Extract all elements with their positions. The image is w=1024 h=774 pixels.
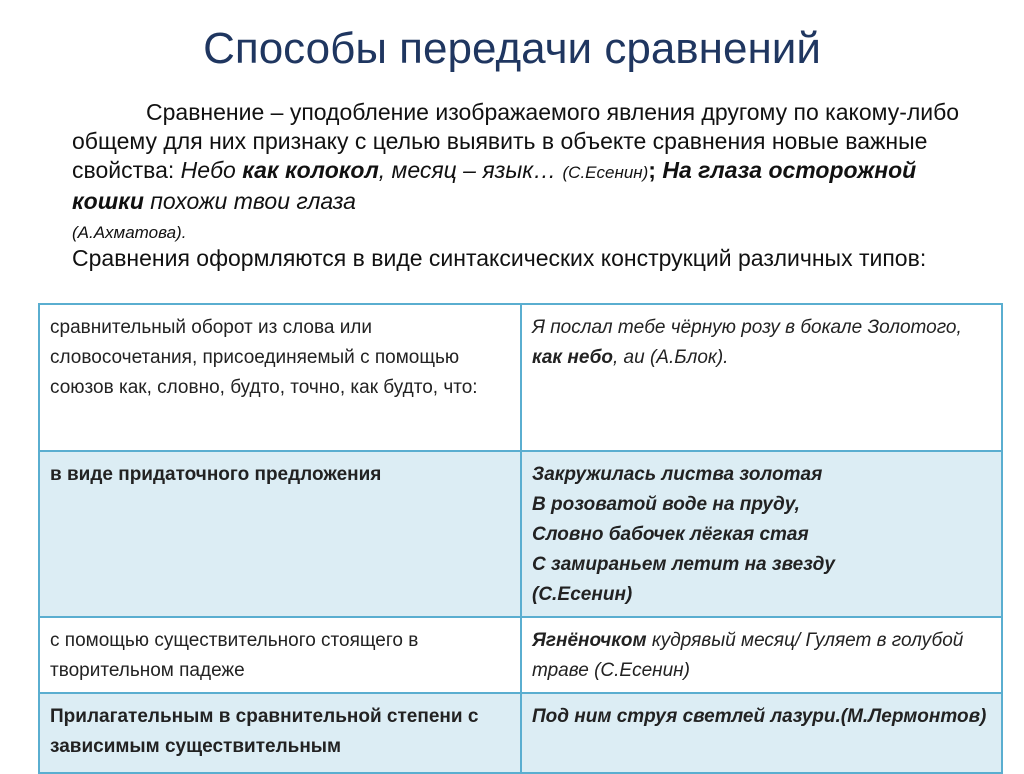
type-cell: Прилагательным в сравнительной степени с зависимым существительным: [39, 693, 521, 773]
type-cell: в виде придаточного предложения: [39, 451, 521, 617]
type-cell: с помощью существительного стоящего в творительном падеже: [39, 617, 521, 693]
slide-title: Способы передачи сравнений: [203, 24, 821, 73]
author: (А.Ахматова).: [72, 223, 187, 242]
table-row: [39, 693, 1002, 773]
example-text: Небо: [180, 157, 243, 183]
definition-text: Сравнение – уподобление изображаемого явления другому по какому-либо общему для них признаку с целью выявить в объекте сравнения новые важные свойства:: [72, 99, 960, 183]
separator: ;: [648, 157, 663, 183]
example-cell: Закружилась листва золотая В розоватой воде на пруду, Словно бабочек лёгкая стая С замираньем летит на звезду (С.Есенин): [521, 451, 1002, 617]
author: (С.Есенин): [562, 163, 649, 182]
example-bold: как колокол: [242, 157, 379, 183]
type-cell: сравнительный оборот из слова или словосочетания, присоединяемый с помощью союзов как, словно, будто, точно, как будто, что:: [39, 304, 521, 451]
example-text: похожи твои глаза: [143, 188, 356, 214]
example-bold: На глаза осторожной кошки: [72, 157, 917, 214]
intro-paragraph: [72, 98, 992, 247]
example-cell: Ягнёночком кудрявый месяц/ Гуляет в голубой траве (С.Есенин): [521, 617, 1002, 693]
example-cell: Я послал тебе чёрную розу в бокале Золотого, как небо, аи (А.Блок).: [521, 304, 1002, 451]
comparison-table: [38, 303, 1003, 774]
table-row: [39, 617, 1002, 693]
example-text: , месяц – язык…: [378, 157, 563, 183]
table-row: [39, 304, 1002, 451]
table-row: [39, 451, 1002, 617]
example-cell: Под ним струя светлей лазури.(М.Лермонтов): [521, 693, 1002, 773]
intro-conclusion: Сравнения оформляются в виде синтаксических конструкций различных типов:: [72, 245, 927, 271]
